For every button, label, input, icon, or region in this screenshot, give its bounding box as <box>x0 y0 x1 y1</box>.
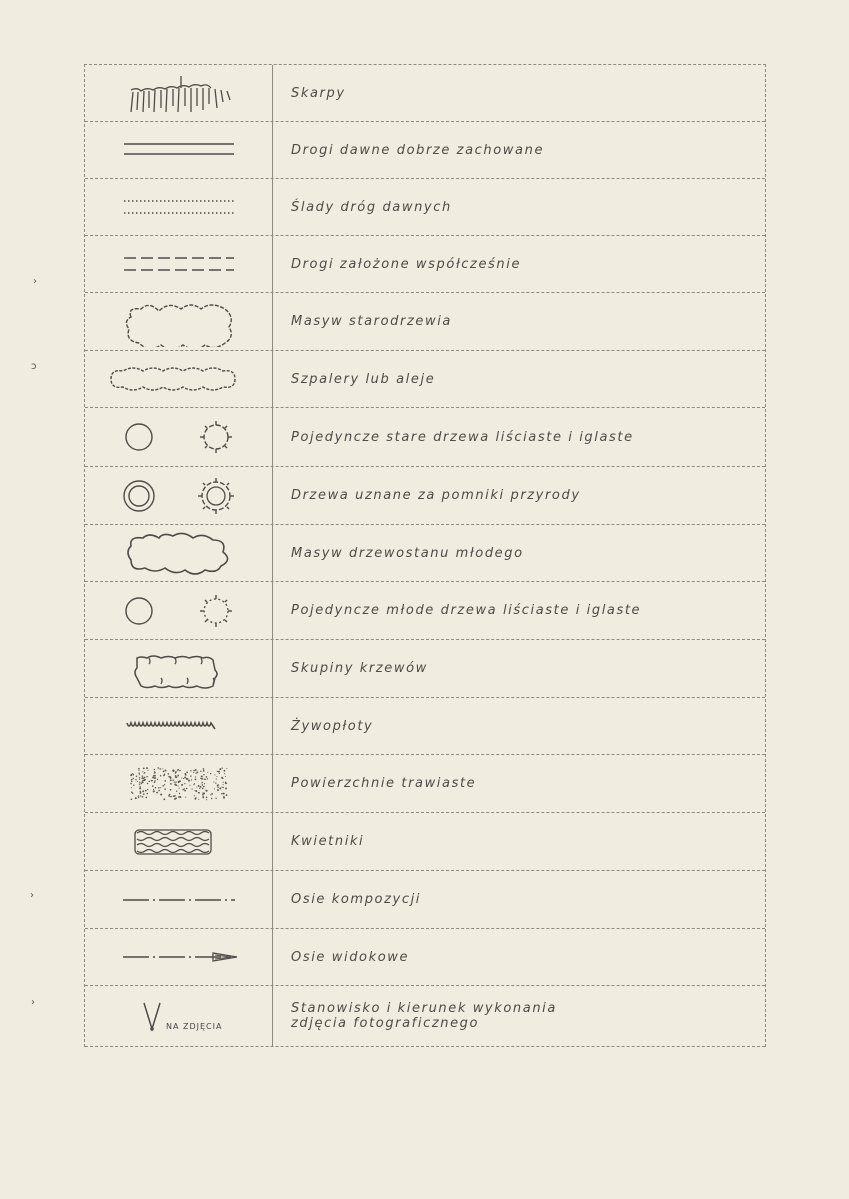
road-modern-symbol <box>85 236 273 292</box>
legend-row <box>85 813 765 871</box>
composition-axis-symbol <box>85 871 273 928</box>
flowerbed-symbol <box>85 813 273 870</box>
legend-table <box>84 64 766 1047</box>
legend-label: Powierzchnie trawiaste <box>291 776 477 791</box>
legend-row <box>85 871 765 929</box>
hedge-symbol <box>85 698 273 754</box>
single-young-trees-symbol <box>85 582 273 639</box>
road-traces-symbol <box>85 179 273 235</box>
legend-row <box>85 467 765 525</box>
legend-label: Szpalery lub aleje <box>291 371 436 387</box>
legend-label: Pojedyncze młode drzewa liściaste i iglaste <box>291 603 642 618</box>
legend-label: Żywopłoty <box>291 718 374 734</box>
legend-label: Pojedyncze stare drzewa liściaste i iglaste <box>291 429 634 445</box>
grass-symbol <box>85 755 273 812</box>
legend-row <box>85 755 765 813</box>
scarp-symbol <box>85 65 273 121</box>
shrub-groups-symbol <box>85 640 273 697</box>
legend-row <box>85 293 765 351</box>
view-axis-symbol <box>85 929 273 985</box>
legend-row <box>85 236 765 293</box>
legend-row <box>85 525 765 582</box>
photo-point-text: NA ZDJĘCIA <box>165 1022 222 1031</box>
legend-label: Drogi założone współcześnie <box>291 256 522 272</box>
legend-row <box>85 122 765 179</box>
legend-label: Ślady dróg dawnych <box>291 199 452 215</box>
margin-mark: › <box>31 997 35 1008</box>
legend-label: Osie kompozycji <box>291 892 421 907</box>
old-stand-mass-symbol <box>85 293 273 350</box>
road-well-preserved-symbol <box>85 122 273 178</box>
legend-row <box>85 408 765 467</box>
monument-trees-symbol <box>85 467 273 524</box>
margin-mark: › <box>33 276 37 287</box>
legend-row <box>85 582 765 640</box>
photo-point-symbol <box>85 986 273 1046</box>
margin-mark: › <box>30 890 34 901</box>
legend-label: Skupiny krzewów <box>291 661 428 676</box>
legend-label: Stanowisko i kierunek wykonania zdjęcia fotograficznego <box>291 1001 557 1031</box>
legend-label: Kwietniki <box>291 834 365 849</box>
legend-row <box>85 986 765 1047</box>
single-old-trees-symbol <box>85 408 273 466</box>
legend-label: Masyw drzewostanu młodego <box>291 545 524 561</box>
legend-row <box>85 351 765 408</box>
legend-row <box>85 929 765 986</box>
margin-mark: ɔ <box>31 361 37 372</box>
legend-row <box>85 698 765 755</box>
alley-symbol <box>85 351 273 407</box>
legend-label: Osie widokowe <box>291 949 410 965</box>
legend-label: Drogi dawne dobrze zachowane <box>291 142 545 158</box>
legend-label: Skarpy <box>291 85 346 101</box>
legend-row <box>85 65 765 122</box>
legend-row <box>85 179 765 236</box>
young-stand-mass-symbol <box>85 525 273 581</box>
legend-label: Masyw starodrzewia <box>291 314 452 329</box>
legend-label: Drzewa uznane za pomniki przyrody <box>291 488 581 503</box>
legend-row <box>85 640 765 698</box>
